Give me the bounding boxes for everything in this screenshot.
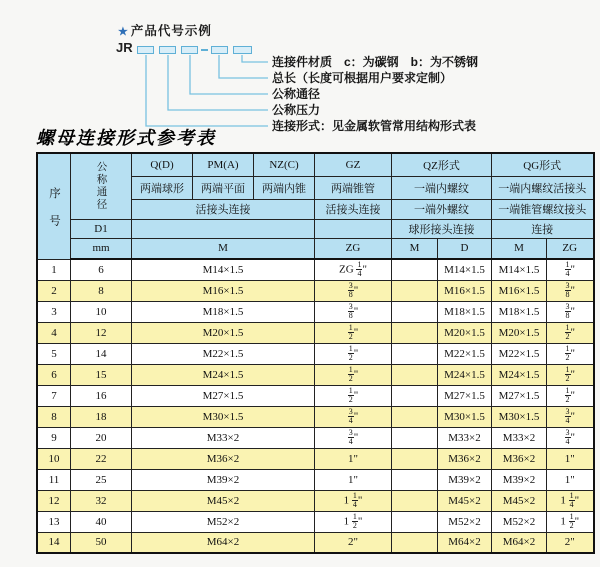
header-unit-m: M	[132, 238, 315, 259]
cell-mm: 40	[71, 511, 132, 532]
cell-qg-m: M33×2	[492, 427, 547, 448]
cell-qz-m	[392, 427, 438, 448]
cell-qg-m: M36×2	[492, 448, 547, 469]
empty-cell	[132, 219, 315, 238]
empty-cell	[315, 219, 392, 238]
cell-seq: 9	[37, 427, 71, 448]
table-row	[37, 406, 594, 427]
cell-seq: 13	[37, 511, 71, 532]
header-unit-qg-zg: ZG	[547, 238, 594, 259]
cell-qz-m	[392, 469, 438, 490]
cell-qz-m	[392, 532, 438, 553]
header-ball-joint-conn: 球形接头连接	[392, 219, 492, 238]
table-row	[37, 301, 594, 322]
header-group-qg: QG形式	[492, 153, 594, 176]
cell-mm: 25	[71, 469, 132, 490]
cell-mm: 6	[71, 259, 132, 280]
cell-mm: 8	[71, 280, 132, 301]
cell-qz-m	[392, 406, 438, 427]
cell-qz-d: M52×2	[438, 511, 492, 532]
cell-zg: 1"	[315, 448, 392, 469]
header-ext-thread: 一端外螺纹	[392, 199, 492, 219]
cell-zg: 1 $\frac{1}{2}$ "	[315, 511, 392, 532]
cell-seq: 14	[37, 532, 71, 553]
header-desc-qg: 一端内螺纹活接头	[492, 176, 594, 199]
table-title: 螺母连接形式参考表	[36, 128, 216, 148]
cell-m: M52×2	[132, 511, 315, 532]
cell-qg-m: M14×1.5	[492, 259, 547, 280]
cell-qg-m: M27×1.5	[492, 385, 547, 406]
cell-qz-d: M33×2	[438, 427, 492, 448]
cell-seq: 8	[37, 406, 71, 427]
cell-seq: 4	[37, 322, 71, 343]
cell-zg: ZG $\frac{1}{4}$ "	[315, 259, 392, 280]
cell-m: M22×1.5	[132, 343, 315, 364]
cell-mm: 16	[71, 385, 132, 406]
cell-seq: 11	[37, 469, 71, 490]
cell-qz-d: M16×1.5	[438, 280, 492, 301]
header-group-gz: GZ	[315, 153, 392, 176]
table-row	[37, 532, 594, 553]
cell-mm: 20	[71, 427, 132, 448]
cell-m: M39×2	[132, 469, 315, 490]
code-label-material: 连接件材质 c：为碳钢 b：为不锈钢	[272, 55, 479, 69]
code-label-length: 总长（长度可根据用户要求定制）	[272, 71, 453, 85]
cell-zg: 2"	[315, 532, 392, 553]
cell-mm: 14	[71, 343, 132, 364]
cell-qz-m	[392, 511, 438, 532]
cell-qg-zg: 1 $\frac{1}{2}$ "	[547, 511, 594, 532]
header-group-qz: QZ形式	[392, 153, 492, 176]
cell-qg-zg: $\frac{1}{4}$ "	[547, 259, 594, 280]
cell-qg-zg: 1"	[547, 448, 594, 469]
table-row	[37, 511, 594, 532]
cell-zg: $\frac{1}{2}$ "	[315, 364, 392, 385]
cell-qz-m	[392, 343, 438, 364]
table-row	[37, 280, 594, 301]
cell-qg-zg: $\frac{3}{4}$ "	[547, 427, 594, 448]
table-row	[37, 343, 594, 364]
cell-qg-zg: $\frac{3}{4}$ "	[547, 406, 594, 427]
cell-qg-m: M52×2	[492, 511, 547, 532]
table-row	[37, 364, 594, 385]
cell-qg-m: M64×2	[492, 532, 547, 553]
cell-zg: $\frac{1}{2}$ "	[315, 322, 392, 343]
code-label-diameter: 公称通径	[272, 87, 321, 101]
table-body	[37, 259, 594, 553]
cell-qz-d: M45×2	[438, 490, 492, 511]
product-code-diagram	[0, 0, 600, 140]
cell-qg-zg: $\frac{3}{8}$ "	[547, 280, 594, 301]
header-union-conn: 活接头连接	[132, 199, 315, 219]
table-row	[37, 259, 594, 280]
header-d1: D1	[71, 219, 132, 238]
cell-zg: $\frac{3}{4}$ "	[315, 427, 392, 448]
cell-m: M16×1.5	[132, 280, 315, 301]
cell-qz-m	[392, 322, 438, 343]
cell-qg-zg: $\frac{1}{2}$ "	[547, 364, 594, 385]
header-desc-nzc: 两端内锥	[254, 176, 315, 199]
cell-qg-m: M22×1.5	[492, 343, 547, 364]
cell-zg: 1 $\frac{1}{4}$ "	[315, 490, 392, 511]
cell-qz-d: M24×1.5	[438, 364, 492, 385]
code-prefix: JR	[116, 40, 133, 55]
header-unit-qz-d: D	[438, 238, 492, 259]
cell-qz-m	[392, 301, 438, 322]
cell-zg: $\frac{1}{2}$ "	[315, 343, 392, 364]
star-icon: ★	[118, 26, 129, 38]
cell-qg-m: M20×1.5	[492, 322, 547, 343]
header-union-conn-gz: 活接头连接	[315, 199, 392, 219]
code-dash	[201, 49, 208, 51]
cell-m: M27×1.5	[132, 385, 315, 406]
cell-m: M30×1.5	[132, 406, 315, 427]
header-group-qd: Q(D)	[132, 153, 193, 176]
code-box	[233, 46, 252, 54]
cell-seq: 10	[37, 448, 71, 469]
cell-m: M14×1.5	[132, 259, 315, 280]
header-desc-qz: 一端内螺纹	[392, 176, 492, 199]
diagram-heading	[118, 21, 212, 39]
cell-seq: 12	[37, 490, 71, 511]
cell-qg-m: M30×1.5	[492, 406, 547, 427]
cell-m: M33×2	[132, 427, 315, 448]
cell-seq: 3	[37, 301, 71, 322]
cell-seq: 2	[37, 280, 71, 301]
cell-qz-d: M36×2	[438, 448, 492, 469]
cell-qz-d: M20×1.5	[438, 322, 492, 343]
header-desc-pma: 两端平面	[193, 176, 254, 199]
cell-qg-m: M18×1.5	[492, 301, 547, 322]
cell-qz-m	[392, 490, 438, 511]
header-desc-gz: 两端锥管	[315, 176, 392, 199]
cell-mm: 15	[71, 364, 132, 385]
cell-qg-zg: $\frac{1}{2}$ "	[547, 385, 594, 406]
cell-qz-d: M30×1.5	[438, 406, 492, 427]
cell-m: M36×2	[132, 448, 315, 469]
header-mm: mm	[71, 238, 132, 259]
cell-m: M24×1.5	[132, 364, 315, 385]
nut-connection-table	[36, 152, 595, 554]
header-unit-zg: ZG	[315, 238, 392, 259]
table-row	[37, 448, 594, 469]
cell-zg: $\frac{3}{4}$ "	[315, 406, 392, 427]
cell-m: M20×1.5	[132, 322, 315, 343]
cell-seq: 5	[37, 343, 71, 364]
header-unit-qg-m: M	[492, 238, 547, 259]
table-header	[37, 153, 594, 259]
cell-qz-m	[392, 448, 438, 469]
header-desc-qd: 两端球形	[132, 176, 193, 199]
cell-seq: 6	[37, 364, 71, 385]
cell-qg-m: M39×2	[492, 469, 547, 490]
cell-qg-zg: 1 $\frac{1}{4}$ "	[547, 490, 594, 511]
cell-seq: 7	[37, 385, 71, 406]
cell-qz-d: M22×1.5	[438, 343, 492, 364]
cell-mm: 12	[71, 322, 132, 343]
cell-seq: 1	[37, 259, 71, 280]
cell-zg: $\frac{1}{2}$ "	[315, 385, 392, 406]
table-row	[37, 385, 594, 406]
cell-qz-m	[392, 364, 438, 385]
cell-qz-d: M27×1.5	[438, 385, 492, 406]
table-row	[37, 490, 594, 511]
cell-zg: 1"	[315, 469, 392, 490]
cell-m: M18×1.5	[132, 301, 315, 322]
cell-qg-m: M45×2	[492, 490, 547, 511]
cell-m: M45×2	[132, 490, 315, 511]
header-conn: 连接	[492, 219, 594, 238]
header-row	[37, 219, 594, 238]
header-group-pma: PM(A)	[193, 153, 254, 176]
header-group-nzc: NZ(C)	[254, 153, 315, 176]
cell-qg-m: M16×1.5	[492, 280, 547, 301]
cell-qg-zg: $\frac{1}{2}$ "	[547, 322, 594, 343]
cell-mm: 10	[71, 301, 132, 322]
cell-qg-zg: $\frac{1}{2}$ "	[547, 343, 594, 364]
cell-mm: 22	[71, 448, 132, 469]
cell-qz-d: M14×1.5	[438, 259, 492, 280]
cell-qg-zg: 1"	[547, 469, 594, 490]
cell-zg: $\frac{3}{8}$ "	[315, 280, 392, 301]
header-row	[37, 153, 594, 176]
cell-mm: 32	[71, 490, 132, 511]
cell-qg-zg: $\frac{3}{8}$ "	[547, 301, 594, 322]
cell-qz-m	[392, 385, 438, 406]
header-nominal-diameter: 公称通径	[71, 153, 132, 219]
code-label-conn-form: 连接形式：见金属软管常用结构形式表	[272, 119, 477, 133]
table-row	[37, 469, 594, 490]
code-box	[211, 46, 228, 54]
code-box	[181, 46, 198, 54]
code-box	[159, 46, 176, 54]
cell-qg-m: M24×1.5	[492, 364, 547, 385]
cell-mm: 18	[71, 406, 132, 427]
cell-mm: 50	[71, 532, 132, 553]
code-label-pressure: 公称压力	[272, 103, 321, 117]
diagram-heading-text: 产品代号示例	[130, 24, 212, 38]
header-row	[37, 238, 594, 259]
header-seq: 序号	[37, 153, 71, 259]
cell-qz-m	[392, 280, 438, 301]
header-unit-qz-m: M	[392, 238, 438, 259]
cell-qz-d: M64×2	[438, 532, 492, 553]
cell-zg: $\frac{3}{8}$ "	[315, 301, 392, 322]
table-row	[37, 427, 594, 448]
cell-m: M64×2	[132, 532, 315, 553]
table-row	[37, 322, 594, 343]
cell-qz-m	[392, 259, 438, 280]
cell-qz-d: M39×2	[438, 469, 492, 490]
cell-qg-zg: 2"	[547, 532, 594, 553]
cell-qz-d: M18×1.5	[438, 301, 492, 322]
header-taper-fitting: 一端锥管螺纹接头	[492, 199, 594, 219]
code-box	[137, 46, 154, 54]
